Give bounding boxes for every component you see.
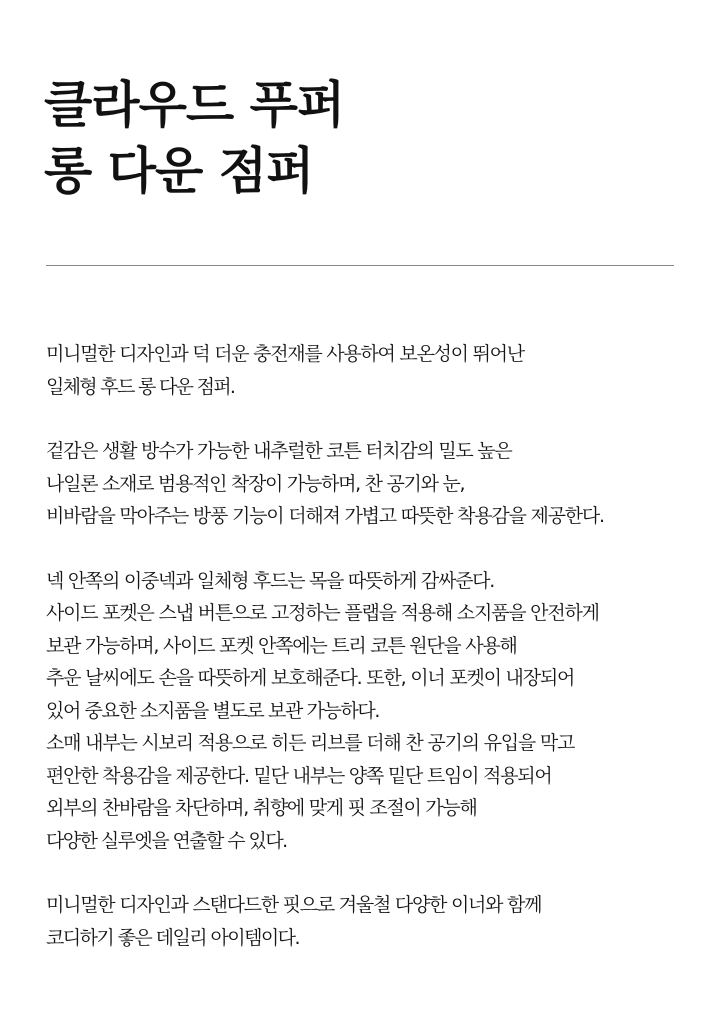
product-title [44,72,344,204]
text-line: 사이드 포켓은 스냅 버튼으로 고정하는 플랩을 적용해 소지품을 안전하게 [46,602,599,624]
description-body [46,338,686,986]
description-paragraph-4 [46,889,686,954]
product-title-line-2: 롱 다운 점퍼 [44,142,314,200]
title-divider [46,265,674,266]
text-line: 추운 날씨에도 손을 따뜻하게 보호해준다. 또한, 이너 포켓이 내장되어 [46,667,575,689]
text-line: 다양한 실루엣을 연출할 수 있다. [46,829,287,852]
product-title-line-1: 클라우드 푸퍼 [44,76,345,134]
text-line: 일체형 후드 롱 다운 점퍼. [46,375,235,398]
text-line: 코디하기 좋은 데일리 아이템이다. [46,926,299,949]
text-line: 편안한 착용감을 제공한다. 밑단 내부는 양쪽 밑단 트임이 적용되어 [46,764,552,787]
text-line: 넥 안쪽의 이중넥과 일체형 후드는 목을 따뜻하게 감싸준다. [46,569,495,592]
text-line: 미니멀한 디자인과 스탠다드한 핏으로 겨울철 다양한 이너와 함께 [46,894,542,916]
description-paragraph-3 [46,565,686,858]
text-line: 소매 내부는 시보리 적용으로 히든 리브를 더해 찬 공기의 유입을 막고 [46,732,575,754]
text-line: 미니멀한 디자인과 덕 더운 충전재를 사용하여 보온성이 뛰어난 [46,343,524,365]
text-line: 나일론 소재로 범용적인 착장이 가능하며, 찬 공기와 눈, [46,472,465,495]
text-line: 보관 가능하며, 사이드 포켓 안쪽에는 트리 코튼 원단을 사용해 [46,634,517,657]
text-line: 있어 중요한 소지품을 별도로 보관 가능하다. [46,699,380,722]
text-line: 외부의 찬바람을 차단하며, 취향에 맞게 핏 조절이 가능해 [46,797,477,819]
description-paragraph-2 [46,435,686,533]
description-paragraph-1 [46,338,686,403]
text-line: 겉감은 생활 방수가 가능한 내추럴한 코튼 터치감의 밀도 높은 [46,440,512,462]
text-line: 비바람을 막아주는 방풍 기능이 더해져 가볍고 따뜻한 착용감을 제공한다. [46,505,604,527]
